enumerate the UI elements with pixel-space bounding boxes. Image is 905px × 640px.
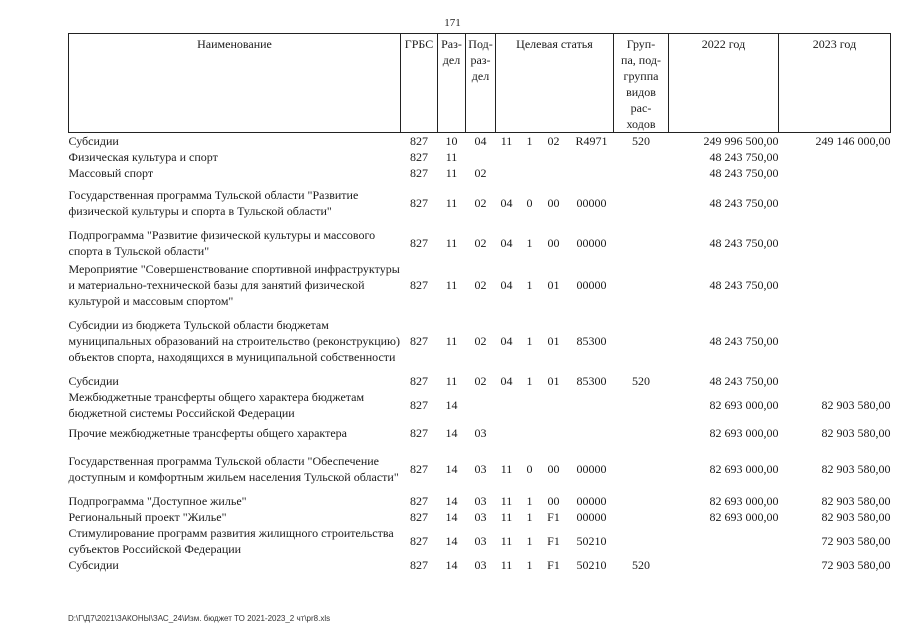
- row-name: Субсидии: [68, 558, 119, 572]
- target-part-t3: F1: [547, 558, 560, 572]
- row-razdel: 14: [445, 534, 458, 548]
- row-amount-2022: 48 243 750,00: [709, 334, 779, 348]
- row-amount-2023: 72 903 580,00: [821, 558, 891, 572]
- row-grbs: 827: [410, 196, 428, 210]
- row-amount-2023: 82 903 580,00: [821, 426, 891, 440]
- row-podrazdel: 03: [474, 510, 487, 524]
- target-part-t4: 50210: [576, 534, 607, 548]
- row-name: Стимулирование программ развития жилищного строительства субъектов Российской Федерации: [68, 526, 394, 556]
- row-podrazdel: 02: [474, 166, 487, 180]
- row-razdel: 11: [445, 334, 458, 348]
- row-podrazdel: 03: [474, 558, 487, 572]
- row-target-article: [496, 525, 614, 557]
- target-part-t3: 00: [547, 236, 560, 250]
- header-name: Наименование: [69, 34, 401, 133]
- row-grbs: 827: [410, 374, 428, 388]
- target-part-t2: 0: [526, 196, 533, 210]
- row-amount-2022: [669, 525, 779, 557]
- row-expense-group: [614, 525, 669, 557]
- row-amount-2022: [669, 557, 779, 573]
- row-grbs: 827: [410, 236, 428, 250]
- target-part-t2: 0: [526, 462, 533, 476]
- row-expense-group: 520: [632, 374, 650, 388]
- row-target-article: [496, 181, 614, 225]
- row-podrazdel: 02: [474, 196, 487, 210]
- row-name: Подпрограмма "Развитие физической культуры и массового спорта в Тульской области": [68, 228, 376, 258]
- header-expense-group: Груп- па, под- группа видов рас- ходов: [614, 34, 669, 133]
- row-amount-2022: 48 243 750,00: [709, 236, 779, 250]
- row-name: Государственная программа Тульской области "Развитие физической культуры и спорта в Тульской области": [68, 188, 359, 218]
- header-grbs: ГРБС: [401, 34, 438, 133]
- row-razdel: 14: [445, 510, 458, 524]
- row-grbs: 827: [410, 278, 428, 292]
- row-target-article: [496, 445, 614, 493]
- row-expense-group: [614, 421, 669, 445]
- row-amount-2022: 82 693 000,00: [709, 510, 779, 524]
- row-podrazdel: 02: [474, 236, 487, 250]
- row-amount-2023: [779, 149, 891, 165]
- row-amount-2022: 48 243 750,00: [709, 150, 779, 164]
- target-part-t1: 11: [500, 534, 513, 548]
- row-target-article: [496, 133, 614, 150]
- row-expense-group: [614, 165, 669, 181]
- row-grbs: 827: [410, 398, 428, 412]
- row-amount-2022: 82 693 000,00: [709, 398, 779, 412]
- target-part-t1: 11: [500, 558, 513, 572]
- table-row: [69, 309, 891, 373]
- row-target-article: [496, 149, 614, 165]
- row-razdel: 11: [445, 166, 458, 180]
- target-part-t4: 00000: [576, 462, 607, 476]
- row-expense-group: 520: [632, 558, 650, 572]
- row-amount-2022: 48 243 750,00: [709, 374, 779, 388]
- row-grbs: 827: [410, 462, 428, 476]
- table-row: [69, 389, 891, 421]
- row-amount-2023: 82 903 580,00: [821, 398, 891, 412]
- row-amount-2022: 82 693 000,00: [709, 494, 779, 508]
- table-row: [69, 445, 891, 493]
- row-name: Региональный проект "Жилье": [68, 510, 227, 524]
- row-target-article: [496, 261, 614, 309]
- target-part-t4: 00000: [576, 196, 607, 210]
- row-razdel: 14: [445, 398, 458, 412]
- row-expense-group: [614, 149, 669, 165]
- row-podrazdel: 03: [474, 426, 487, 440]
- row-grbs: 827: [410, 510, 428, 524]
- row-target-article: [496, 389, 614, 421]
- target-part-t4: 50210: [576, 558, 607, 572]
- row-amount-2023: [779, 373, 891, 389]
- table-row: [69, 261, 891, 309]
- row-expense-group: [614, 389, 669, 421]
- row-name: Прочие межбюджетные трансферты общего характера: [68, 426, 347, 440]
- row-amount-2023: 82 903 580,00: [821, 494, 891, 508]
- header-year-2022: 2022 год: [669, 34, 779, 133]
- row-razdel: 11: [445, 236, 458, 250]
- table-row: [69, 421, 891, 445]
- row-amount-2023: [779, 225, 891, 261]
- footer-file-path: D:\Г\Д7\2021\ЗАКОНЫ\ЗАС_24\Изм. бюджет ТО 2021-2023_2 чт\pr8.xls: [68, 614, 331, 623]
- row-name: Субсидии: [68, 134, 119, 148]
- target-part-t1: 11: [500, 462, 513, 476]
- row-target-article: [496, 165, 614, 181]
- row-razdel: 10: [445, 134, 458, 148]
- table-body: [69, 133, 891, 574]
- row-grbs: 827: [410, 150, 428, 164]
- table-header: [69, 34, 891, 133]
- header-target-article: Целевая статья: [496, 34, 614, 133]
- row-target-article: [496, 373, 614, 389]
- row-grbs: 827: [410, 166, 428, 180]
- target-part-t2: 1: [526, 558, 533, 572]
- target-part-t1: 04: [500, 374, 513, 388]
- target-part-t1: 11: [500, 134, 513, 148]
- row-grbs: 827: [410, 426, 428, 440]
- row-razdel: 11: [445, 150, 458, 164]
- target-part-t2: 1: [526, 374, 533, 388]
- table-row: [69, 165, 891, 181]
- row-amount-2022: 249 996 500,00: [703, 134, 779, 148]
- table-row: [69, 493, 891, 509]
- row-amount-2023: [779, 165, 891, 181]
- row-name: Подпрограмма "Доступное жилье": [68, 494, 247, 508]
- target-part-t2: 1: [526, 134, 533, 148]
- row-razdel: 11: [445, 196, 458, 210]
- row-amount-2022: 82 693 000,00: [709, 426, 779, 440]
- row-amount-2022: 48 243 750,00: [709, 166, 779, 180]
- row-target-article: [496, 421, 614, 445]
- target-part-t4: R4971: [575, 134, 608, 148]
- row-razdel: 14: [445, 494, 458, 508]
- target-part-t3: F1: [547, 510, 560, 524]
- row-target-article: [496, 509, 614, 525]
- target-part-t1: 04: [500, 236, 513, 250]
- header-podrazdel: Под- раз- дел: [466, 34, 496, 133]
- row-amount-2023: 82 903 580,00: [821, 462, 891, 476]
- row-amount-2023: [779, 261, 891, 309]
- row-grbs: 827: [410, 494, 428, 508]
- row-podrazdel: [466, 149, 496, 165]
- row-expense-group: [614, 261, 669, 309]
- row-amount-2023: 249 146 000,00: [815, 134, 891, 148]
- target-part-t4: 00000: [576, 494, 607, 508]
- row-expense-group: [614, 181, 669, 225]
- header-razdel: Раз- дел: [438, 34, 466, 133]
- row-name: Межбюджетные трансферты общего характера бюджетам бюджетной системы Российской Федерации: [68, 390, 365, 420]
- target-part-t2: 1: [526, 534, 533, 548]
- row-name: Мероприятие "Совершенствование спортивной инфраструктуры и материально-технической базы для занятий физической культурой и массовым спортом": [68, 262, 400, 308]
- row-expense-group: [614, 309, 669, 373]
- table-row: [69, 373, 891, 389]
- row-expense-group: [614, 225, 669, 261]
- row-podrazdel: 02: [474, 278, 487, 292]
- target-part-t3: 00: [547, 462, 560, 476]
- table-row: [69, 509, 891, 525]
- target-part-t1: 11: [500, 494, 513, 508]
- row-podrazdel: 03: [474, 534, 487, 548]
- row-amount-2022: 82 693 000,00: [709, 462, 779, 476]
- target-part-t3: F1: [547, 534, 560, 548]
- row-expense-group: 520: [632, 134, 650, 148]
- row-name: Физическая культура и спорт: [68, 150, 218, 164]
- row-podrazdel: 03: [474, 494, 487, 508]
- row-name: Массовый спорт: [68, 166, 154, 180]
- row-grbs: 827: [410, 134, 428, 148]
- target-part-t3: 02: [547, 134, 560, 148]
- row-amount-2023: [779, 181, 891, 225]
- row-grbs: 827: [410, 558, 428, 572]
- target-part-t4: 00000: [576, 510, 607, 524]
- row-podrazdel: 02: [474, 334, 487, 348]
- table-row: [69, 557, 891, 573]
- target-part-t4: 00000: [576, 278, 607, 292]
- target-part-t4: 85300: [576, 374, 607, 388]
- target-part-t1: 11: [500, 510, 513, 524]
- row-amount-2023: 82 903 580,00: [821, 510, 891, 524]
- target-part-t3: 00: [547, 494, 560, 508]
- target-part-t3: 01: [547, 374, 560, 388]
- table-row: [69, 181, 891, 225]
- row-razdel: 14: [445, 462, 458, 476]
- table-row: [69, 149, 891, 165]
- row-amount-2023: 72 903 580,00: [821, 534, 891, 548]
- target-part-t1: 04: [500, 334, 513, 348]
- target-part-t2: 1: [526, 278, 533, 292]
- row-grbs: 827: [410, 334, 428, 348]
- header-year-2023: 2023 год: [779, 34, 891, 133]
- row-razdel: 11: [445, 374, 458, 388]
- target-part-t1: 04: [500, 196, 513, 210]
- target-part-t2: 1: [526, 510, 533, 524]
- target-part-t1: 04: [500, 278, 513, 292]
- row-name: Государственная программа Тульской области "Обеспечение доступным и комфортным жильем населения Тульской области": [68, 454, 399, 484]
- row-expense-group: [614, 445, 669, 493]
- row-podrazdel: 04: [474, 134, 487, 148]
- target-part-t3: 01: [547, 278, 560, 292]
- target-part-t4: 85300: [576, 334, 607, 348]
- row-razdel: 11: [445, 278, 458, 292]
- row-podrazdel: 02: [474, 374, 487, 388]
- budget-table: [68, 33, 891, 573]
- target-part-t2: 1: [526, 494, 533, 508]
- row-podrazdel: 03: [474, 462, 487, 476]
- row-amount-2023: [779, 309, 891, 373]
- row-amount-2022: 48 243 750,00: [709, 196, 779, 210]
- row-expense-group: [614, 509, 669, 525]
- target-part-t2: 1: [526, 334, 533, 348]
- target-part-t2: 1: [526, 236, 533, 250]
- row-razdel: 14: [445, 426, 458, 440]
- table-row: [69, 525, 891, 557]
- table-row: [69, 133, 891, 150]
- row-target-article: [496, 225, 614, 261]
- row-target-article: [496, 309, 614, 373]
- row-grbs: 827: [410, 534, 428, 548]
- row-name: Субсидии из бюджета Тульской области бюджетам муниципальных образований на строительство (реконструкцию) объектов спорта, находящихся в муниципальной собственности: [68, 318, 401, 364]
- target-part-t3: 00: [547, 196, 560, 210]
- row-target-article: [496, 557, 614, 573]
- row-name: Субсидии: [68, 374, 119, 388]
- row-target-article: [496, 493, 614, 509]
- table-row: [69, 225, 891, 261]
- row-amount-2022: 48 243 750,00: [709, 278, 779, 292]
- row-podrazdel: [466, 389, 496, 421]
- row-expense-group: [614, 493, 669, 509]
- target-part-t3: 01: [547, 334, 560, 348]
- row-razdel: 14: [445, 558, 458, 572]
- target-part-t4: 00000: [576, 236, 607, 250]
- page-number: 171: [444, 17, 461, 29]
